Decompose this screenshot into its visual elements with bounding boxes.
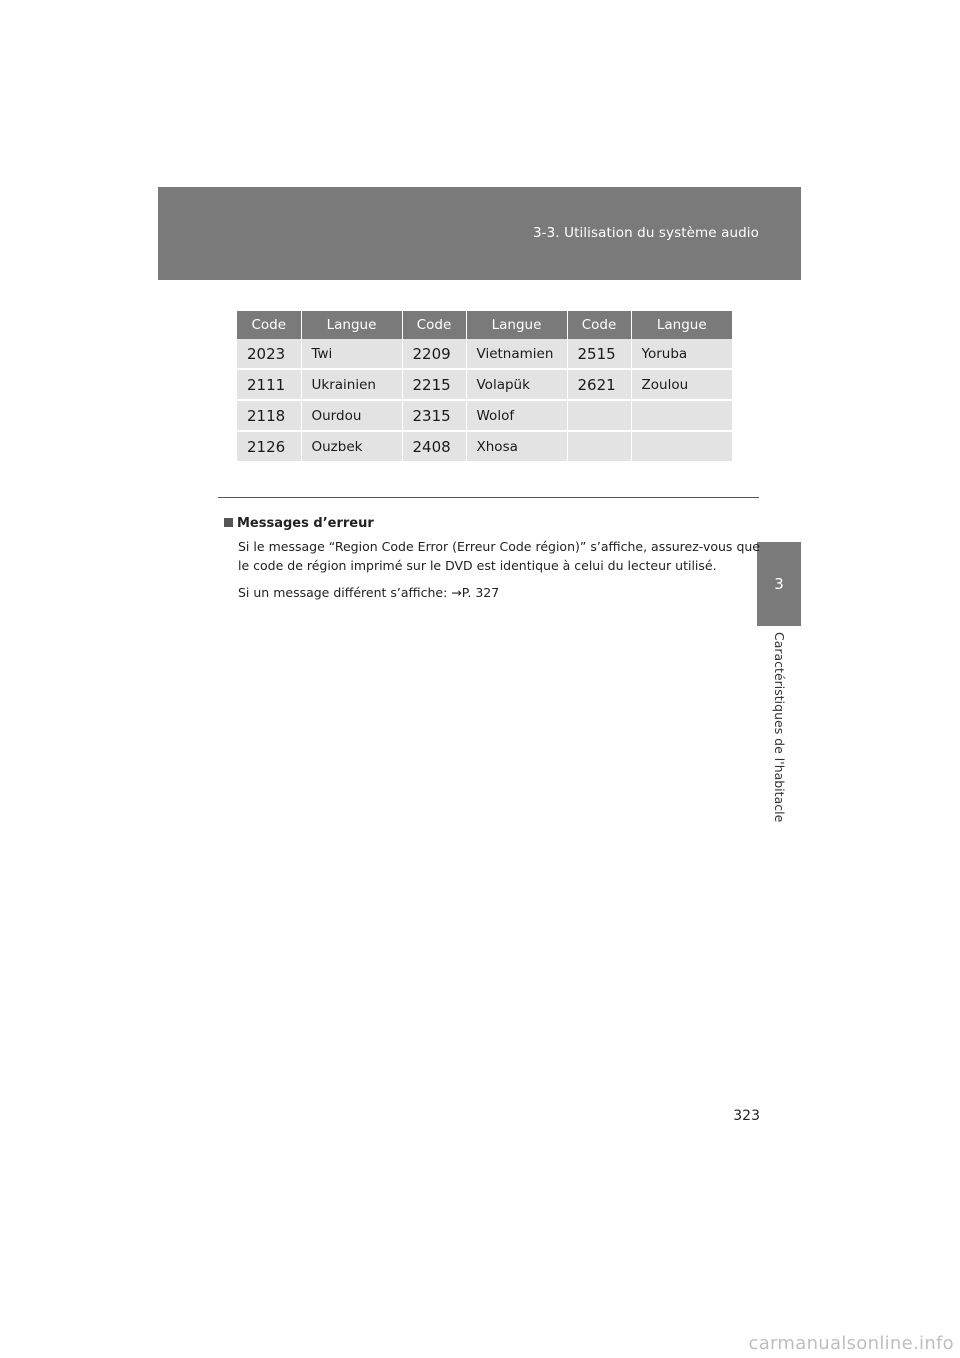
code-cell <box>567 400 631 431</box>
language-cell: Vietnamien <box>466 339 567 369</box>
header-code-1: Code <box>237 311 301 339</box>
table-row <box>237 369 732 400</box>
language-cell: Xhosa <box>466 431 567 462</box>
language-cell: Ourdou <box>301 400 402 431</box>
header-band <box>158 187 801 280</box>
chapter-tab <box>757 542 801 626</box>
table-row <box>237 431 732 462</box>
header-code-3: Code <box>567 311 631 339</box>
language-cell: Ouzbek <box>301 431 402 462</box>
language-code-table <box>237 311 732 463</box>
language-cell <box>631 431 732 462</box>
language-cell: Twi <box>301 339 402 369</box>
language-cell: Wolof <box>466 400 567 431</box>
section-title: 3-3. Utilisation du système audio <box>532 225 759 241</box>
code-cell <box>567 431 631 462</box>
code-cell: 2515 <box>567 339 631 369</box>
language-cell: Yoruba <box>631 339 732 369</box>
code-cell: 2209 <box>402 339 466 369</box>
code-cell: 2023 <box>237 339 301 369</box>
language-cell: Ukrainien <box>301 369 402 400</box>
code-cell: 2315 <box>402 400 466 431</box>
header-language-3: Langue <box>631 311 732 339</box>
code-cell: 2111 <box>237 369 301 400</box>
bullet-square-icon <box>224 518 233 527</box>
code-cell: 2215 <box>402 369 466 400</box>
error-messages-section <box>224 516 760 610</box>
error-messages-heading <box>224 516 760 531</box>
header-language-1: Langue <box>301 311 402 339</box>
language-cell: Zoulou <box>631 369 732 400</box>
language-cell <box>631 400 732 431</box>
header-code-2: Code <box>402 311 466 339</box>
language-cell: Volapük <box>466 369 567 400</box>
section-divider <box>218 497 759 498</box>
table-row <box>237 400 732 431</box>
code-cell: 2126 <box>237 431 301 462</box>
table-row <box>237 339 732 369</box>
other-message-paragraph: Si un message différent s’affiche: →P. 327 <box>238 585 500 600</box>
watermark: carmanualsonline.info <box>748 1333 954 1354</box>
chapter-label-container <box>767 632 791 830</box>
code-cell: 2118 <box>237 400 301 431</box>
code-cell: 2621 <box>567 369 631 400</box>
chapter-label: Caractéristiques de l'habitacle <box>772 632 787 823</box>
table-header-row <box>237 311 732 339</box>
region-code-error-paragraph: Si le message “Region Code Error (Erreur Code région)” s’affiche, assurez-vous que le code de région imprimé sur le DVD est identique à celui du lecteur utilisé. <box>238 539 760 573</box>
chapter-number: 3 <box>774 575 784 593</box>
error-messages-title: Messages d’erreur <box>237 516 374 531</box>
header-language-2: Langue <box>466 311 567 339</box>
page-number: 323 <box>733 1108 760 1124</box>
code-cell: 2408 <box>402 431 466 462</box>
